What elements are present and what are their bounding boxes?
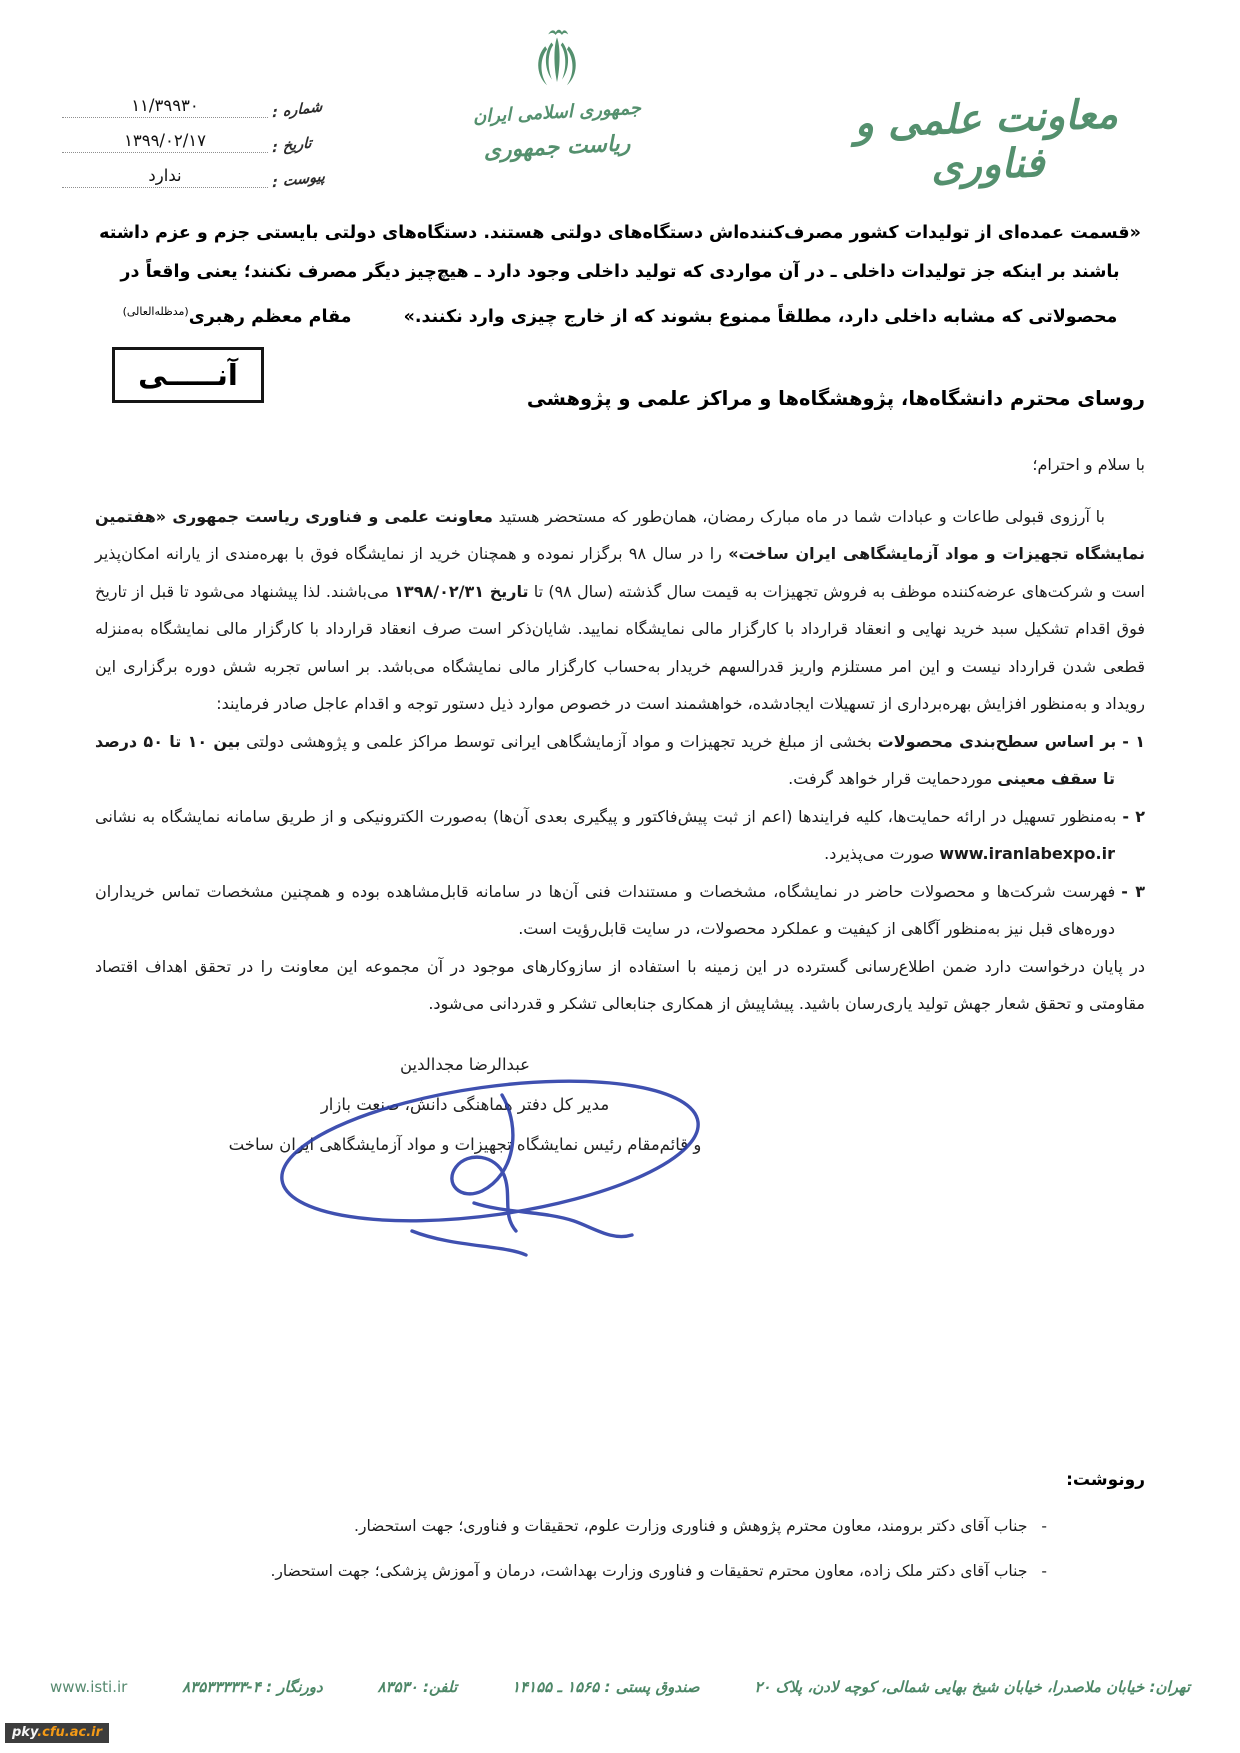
department-title: معاونت علمی و فناوری bbox=[853, 91, 1119, 190]
meta-row-number bbox=[62, 92, 330, 122]
list-item-1 bbox=[95, 723, 1145, 798]
item-3-number: ۳ - bbox=[1121, 881, 1145, 901]
quote-text: «قسمت عمده‌ای از تولیدات کشور مصرف‌کننده‌اش دستگاه‌های دولتی هستند. دستگاه‌های دولتی بایستی جزم و عزم داشته باشند بر اینکه جز تولیدات داخلی ـ در آن مواردی که تولید داخلی وجود دارد ـ هیچ‌چیز دیگر مصرف نکنند؛ یعنی واقعاً در محصولاتی که مشابه داخلی دارد، مطلقاً ممنوع بشوند که از خارج چیزی وارد نکنند.» bbox=[99, 223, 1141, 327]
item-2-text: به‌منظور تسهیل در ارائه حمایت‌ها، کلیه فرایندها (اعم از ثبت پیش‌فاکتور و پیگیری بعدی آن‌ها) به‌صورت الکترونیکی و از طریق سامانه نمایشگاه به نشانی bbox=[95, 806, 1117, 826]
meta-row-attachment bbox=[62, 162, 330, 192]
site-watermark bbox=[5, 1723, 109, 1743]
cc-dash: - bbox=[1041, 1517, 1047, 1535]
item-1-bold-lead: بر اساس سطح‌بندی محصولات bbox=[877, 731, 1117, 751]
exhibition-name-bold: معاونت علمی و فناوری ریاست جمهوری «هفتمین نمایشگاه تجهیزات و مواد آزمایشگاهی ایران ساخت» bbox=[95, 506, 1146, 563]
footer-fax: دورنگار : ۴-۸۳۵۳۳۳۳۳ bbox=[182, 1678, 323, 1696]
national-emblem-block bbox=[452, 26, 662, 164]
signer-name: عبدالرضا مجدالدین bbox=[399, 1054, 531, 1074]
item-1-number: ۱ - bbox=[1122, 731, 1145, 751]
item-3-text: فهرست شرکت‌ها و محصولات حاضر در نمایشگاه، مشخصات و مستندات فنی آن‌ها در سامانه قابل‌مشاهده بوده و همچنین مشخصات تماس خریداران دوره‌های قبل نیز به‌منظور آگاهی از کیفیت و عملکرد محصولات، در سایت قابل‌رؤیت است. bbox=[95, 881, 1116, 938]
iran-emblem-icon bbox=[526, 26, 588, 98]
footer-website: www.isti.ir bbox=[50, 1678, 128, 1696]
main-paragraph bbox=[95, 498, 1145, 723]
meta-row-date bbox=[62, 127, 330, 157]
list-item-3 bbox=[95, 873, 1145, 948]
exhibition-website-url: www.iranlabexpo.ir bbox=[939, 844, 1115, 863]
cc-item-1-text: جناب آقای دکتر برومند، معاون محترم پژوهش و فناوری وزارت علوم، تحقیقات و فناوری؛ جهت استحضار. bbox=[354, 1517, 1028, 1535]
cc-item-2-text: جناب آقای دکتر ملک زاده، معاون محترم تحقیقات و فناوری وزارت بهداشت، درمان و آموزش پزشکی؛ جهت استحضار. bbox=[270, 1562, 1028, 1580]
letter-number-value: ۱۱/۳۹۹۳۰ bbox=[62, 96, 268, 118]
paragraph-text: با آرزوی قبولی طاعات و عبادات شما در ماه مبارک رمضان، همان‌طور که مستحضر هستید bbox=[492, 506, 1106, 526]
paragraph-text: می‌باشند. لذا پیشنهاد می‌شود تا قبل از تاریخ فوق اقدام تشکیل سبد خرید نهایی و انعقاد قرارداد با کارگزار مالی نمایشگاه نمایید. شایان‌ذکر است صرف انعقاد قرارداد با کارگزار مالی نمایشگاه به‌منزله قطعی شدن قرارداد نیست و این امر مستلزم واریز قدرالسهم خریدار به‌حساب کارگزار مالی نمایشگاه می‌باشد. بر اساس تجربه شش دوره برگزاری این رویداد و به‌منظور افزایش بهره‌برداری از تسهیلات ایجادشده، خواهشمند است در خصوص موارد ذیل دستور توجه و اقدام عاجل صادر فرمایند: bbox=[95, 581, 1145, 713]
signer-title-1: مدیر کل دفتر هماهنگی دانش، صنعت بازار bbox=[320, 1094, 610, 1114]
item-1-text-end: موردحمایت قرار خواهد گرفت. bbox=[788, 769, 998, 788]
letterhead-footer bbox=[50, 1678, 1190, 1696]
closing-paragraph: در پایان درخواست دارد ضمن اطلاع‌رسانی گسترده در این زمینه با استفاده از سازوکارهای موجود در آن مجموعه این معاونت را در تحقق اهداف اقتصاد مقاومتی و تحقق شعار جهش تولید یاری‌رسان باشید. پیشاپیش از همکاری جنابعالی تشکر و قدردانی می‌شود. bbox=[95, 956, 1145, 1013]
cc-item-1 bbox=[95, 1512, 1145, 1540]
salutation: با سلام و احترام؛ bbox=[1032, 455, 1145, 474]
cc-dash: - bbox=[1041, 1562, 1047, 1580]
cc-heading: رونوشت: bbox=[1066, 1470, 1145, 1490]
deadline-date-bold: تاریخ ۱۳۹۸/۰۲/۳۱ bbox=[394, 581, 529, 601]
item-2-text-end: صورت می‌پذیرد. bbox=[824, 844, 940, 863]
cc-section bbox=[95, 1470, 1145, 1602]
letter-body bbox=[95, 386, 1145, 1165]
letter-meta-block bbox=[62, 92, 330, 197]
number-label: شماره : bbox=[272, 99, 323, 122]
list-item-2 bbox=[95, 798, 1145, 873]
item-2-number: ۲ - bbox=[1122, 806, 1145, 826]
cc-item-2 bbox=[95, 1557, 1145, 1585]
quote-attribution-note: (مدظله‌العالی) bbox=[122, 305, 189, 318]
paragraph-text: را در سال ۹۸ برگزار نموده و همچنان خرید از نمایشگاه فوق با بهره‌مندی از یارانه امکان‌پذیر است و شرکت‌های عرضه‌کننده موظف به فروش تجهیزات به قیمت سال گذشته (سال ۹۸) تا bbox=[95, 544, 1146, 601]
watermark-prefix: pky bbox=[12, 1725, 38, 1740]
signer-title-2: و قائم‌مقام رئیس نمایشگاه تجهیزات و مواد آزمایشگاهی ایران ساخت bbox=[228, 1134, 702, 1154]
attachment-value: ندارد bbox=[62, 166, 268, 188]
watermark-suffix: .cfu.ac.ir bbox=[37, 1725, 103, 1740]
date-label: تاریخ : bbox=[272, 135, 312, 157]
emblem-office-line: ریاست جمهوری bbox=[483, 131, 631, 164]
letter-date-value: ۱۳۹۹/۰۲/۱۷ bbox=[62, 131, 268, 153]
emblem-org-line: جمهوری اسلامی ایران bbox=[472, 97, 642, 128]
stamp-label: آنـــــی bbox=[138, 358, 238, 392]
item-1-text: بخشی از مبلغ خرید تجهیزات و مواد آزمایشگاهی ایرانی توسط مراکز علمی و پژوهشی دولتی bbox=[240, 731, 878, 751]
footer-pobox: صندوق پستی : ۱۵۶۵ ـ ۱۴۱۵۵ bbox=[511, 1678, 700, 1696]
signature-block bbox=[145, 1045, 785, 1165]
leader-quote bbox=[92, 214, 1148, 337]
footer-address: تهران: خیابان ملاصدرا، خیابان شیخ بهایی شمالی، کوچه لادن، پلاک ۲۰ bbox=[754, 1678, 1190, 1696]
recipient-heading: روسای محترم دانشگاه‌ها، پژوهشگاه‌ها و مراکز علمی و پژوهشی bbox=[526, 387, 1145, 410]
item-1-bold-range: بین ۱۰ تا ۵۰ درصد تا سقف معینی bbox=[95, 731, 1115, 788]
quote-attribution: مقام معظم رهبری bbox=[188, 306, 352, 327]
attachment-label: پیوست : bbox=[272, 168, 326, 192]
footer-phone: تلفن: ۸۳۵۳۰ bbox=[377, 1678, 458, 1696]
